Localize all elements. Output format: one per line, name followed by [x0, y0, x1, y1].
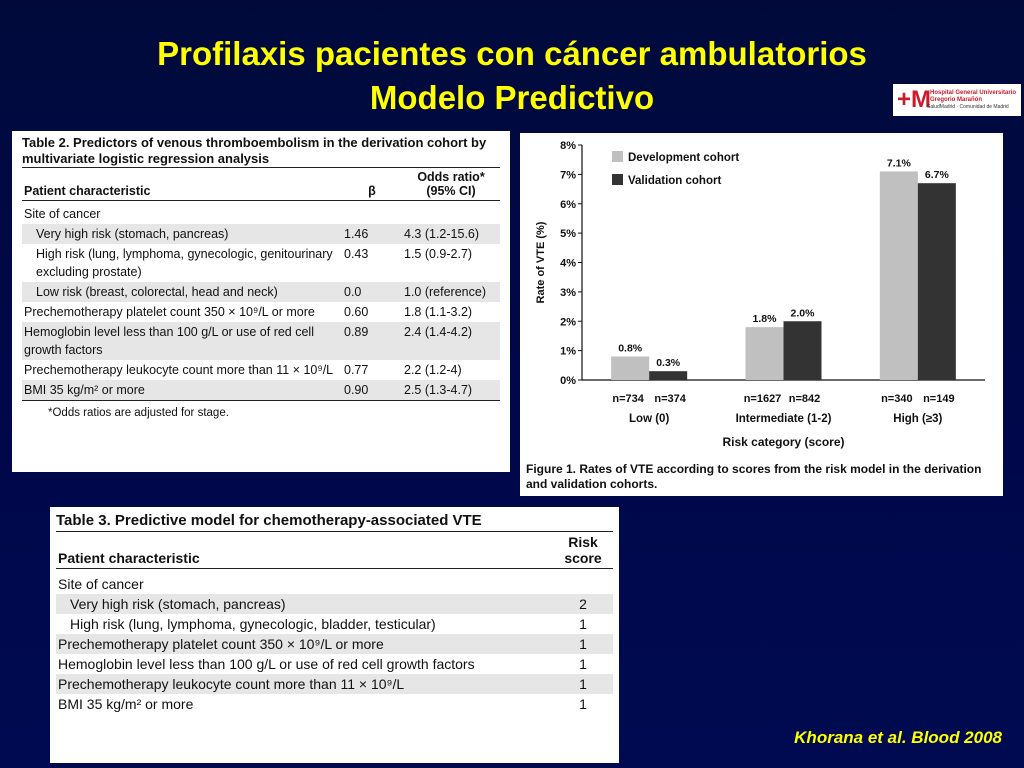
table3-header-characteristic: Patient characteristic: [58, 550, 200, 566]
logo-mark: +M: [897, 86, 932, 113]
y-tick-label: 3%: [560, 286, 576, 299]
table2-panel: [12, 131, 510, 472]
table3-row-score: 2: [553, 594, 613, 614]
table3-row-score: 1: [553, 674, 613, 694]
slide-title: [0, 32, 1024, 120]
table2-row-beta: 1.46: [342, 224, 402, 244]
bar-value-label: 0.3%: [656, 357, 681, 370]
x-tick-label: Low (0): [629, 413, 670, 425]
legend-label: Development cohort: [628, 152, 740, 164]
bar-n-label: n=149: [923, 393, 955, 405]
logo-line1: Hospital General Universitario: [930, 90, 1017, 96]
table2-row-or: 2.4 (1.4-4.2): [402, 322, 500, 360]
table3-row-label: Hemoglobin level less than 100 g/L or use of red cell growth factors: [58, 656, 475, 672]
table3: [56, 531, 613, 714]
bar-value-label: 0.8%: [618, 342, 643, 355]
y-tick-label: 8%: [560, 140, 576, 152]
legend-label: Validation cohort: [628, 175, 722, 187]
table-row: [56, 694, 613, 714]
table3-header-score: Risk score: [564, 534, 602, 566]
bar-n-label: n=1627: [743, 393, 782, 405]
table-row: [22, 244, 500, 282]
table-row: [56, 614, 613, 634]
table2: [22, 167, 500, 401]
table2-caption: Table 2. Predictors of venous thromboembolism in the derivation cohort by multivariate logistic regression analysis: [22, 135, 487, 166]
table2-row-or: 2.5 (1.3-4.7): [402, 380, 500, 401]
legend-swatch: [612, 174, 623, 185]
slide-title-line1: Profilaxis pacientes con cáncer ambulatorios: [157, 35, 867, 72]
bar-n-label: n=842: [788, 393, 821, 405]
slide-title-line2: Modelo Predictivo: [369, 79, 655, 116]
bar-value-label: 6.7%: [924, 169, 949, 182]
bar-value-label: 7.1%: [886, 157, 911, 170]
bar: [784, 321, 822, 380]
bar-value-label: 1.8%: [752, 313, 777, 326]
x-tick-label: High (≥3): [893, 413, 943, 425]
table2-row-beta: 0.43: [344, 247, 369, 261]
bar: [918, 183, 956, 380]
table2-row-or: 4.3 (1.2-15.6): [402, 224, 500, 244]
table-row: [22, 380, 500, 401]
x-axis-label: Risk category (score): [722, 435, 845, 449]
bar: [649, 371, 687, 380]
table3-row-score: 1: [553, 634, 613, 654]
table2-header-beta: β: [368, 184, 376, 198]
table3-row-score: 1: [579, 616, 587, 632]
table3-row-score: 1: [579, 656, 587, 672]
legend-swatch: [612, 151, 623, 162]
table2-row-beta: 0.60: [344, 305, 369, 319]
table3-row-label: Prechemotherapy platelet count 350 × 10⁹/L or more: [56, 634, 553, 654]
y-tick-label: 4%: [560, 257, 576, 270]
y-tick-label: 5%: [560, 228, 576, 241]
table2-row-beta: 0.0: [342, 282, 402, 302]
table2-row-label: Low risk (breast, colorectal, head and neck): [22, 282, 342, 302]
figure-caption: Figure 1. Rates of VTE according to scores from the risk model in the derivation and validation cohorts.: [526, 462, 982, 491]
table-row: [22, 360, 500, 380]
table2-section-site: Site of cancer: [24, 207, 101, 221]
citation: Khorana et al. Blood 2008: [794, 728, 1002, 747]
table-row: [22, 282, 500, 302]
table-row: [56, 674, 613, 694]
bar-n-label: n=374: [654, 393, 686, 405]
table2-row-label: High risk (lung, lymphoma, gynecologic, genitourinary excluding prostate): [36, 247, 333, 279]
table3-row-label: High risk (lung, lymphoma, gynecologic, bladder, testicular): [70, 616, 436, 632]
table2-row-or: 1.8 (1.1-3.2): [404, 305, 473, 319]
table3-section-site: Site of cancer: [58, 576, 144, 592]
bar-n-label: n=340: [881, 393, 913, 405]
table-row: [22, 224, 500, 244]
table3-row-score: 1: [579, 696, 587, 712]
table2-row-beta: 0.89: [342, 322, 402, 360]
bar: [880, 171, 918, 380]
table2-row-label: Prechemotherapy platelet count 350 × 10⁹/L or more: [24, 305, 315, 319]
table2-row-beta: 0.90: [342, 380, 402, 401]
vte-rate-chart: [520, 133, 1003, 458]
table3-panel: [50, 507, 619, 763]
table3-row-label: Prechemotherapy leukocyte count more than 11 × 10⁹/L: [56, 674, 553, 694]
table2-row-label: BMI 35 kg/m² or more: [22, 380, 342, 401]
logo-line3: SaludMadrid · Comunidad de Madrid: [927, 104, 1009, 110]
bar-n-label: n=734: [612, 393, 644, 405]
y-tick-label: 0%: [560, 375, 576, 387]
bar: [611, 357, 649, 381]
y-tick-label: 2%: [560, 316, 576, 329]
table2-row-label: Hemoglobin level less than 100 g/L or use of red cell growth factors: [22, 322, 342, 360]
figure-panel: [520, 133, 1003, 496]
table-row: [22, 302, 500, 322]
table2-row-label: Prechemotherapy leukocyte count more than 11 × 10⁹/L: [24, 363, 334, 377]
y-axis-label: Rate of VTE (%): [535, 221, 547, 304]
table2-row-or: 2.2 (1.2-4): [404, 363, 462, 377]
table2-row-label: Very high risk (stomach, pancreas): [22, 224, 342, 244]
logo-line2: Gregorio Marañón: [930, 97, 983, 103]
hospital-logo: [893, 84, 1021, 116]
bar: [746, 327, 784, 380]
table-row: [56, 634, 613, 654]
table-row: [22, 322, 500, 360]
table2-footnote: *Odds ratios are adjusted for stage.: [48, 407, 229, 419]
bar-value-label: 2.0%: [790, 307, 815, 320]
y-tick-label: 1%: [560, 345, 576, 358]
x-tick-label: Intermediate (1-2): [735, 413, 832, 425]
table2-header-characteristic: Patient characteristic: [24, 184, 151, 198]
table3-row-label: Very high risk (stomach, pancreas): [56, 594, 553, 614]
table-row: [56, 594, 613, 614]
y-tick-label: 7%: [560, 169, 576, 182]
table-row: [56, 654, 613, 674]
table3-caption: Table 3. Predictive model for chemotherapy-associated VTE: [56, 512, 482, 529]
table2-row-or: 1.0 (reference): [402, 282, 500, 302]
table2-header-or: Odds ratio* (95% CI): [417, 170, 485, 198]
table3-row-label: BMI 35 kg/m² or more: [58, 696, 194, 712]
table2-row-or: 1.5 (0.9-2.7): [404, 247, 473, 261]
table2-row-beta: 0.77: [344, 363, 369, 377]
y-tick-label: 6%: [560, 198, 576, 211]
